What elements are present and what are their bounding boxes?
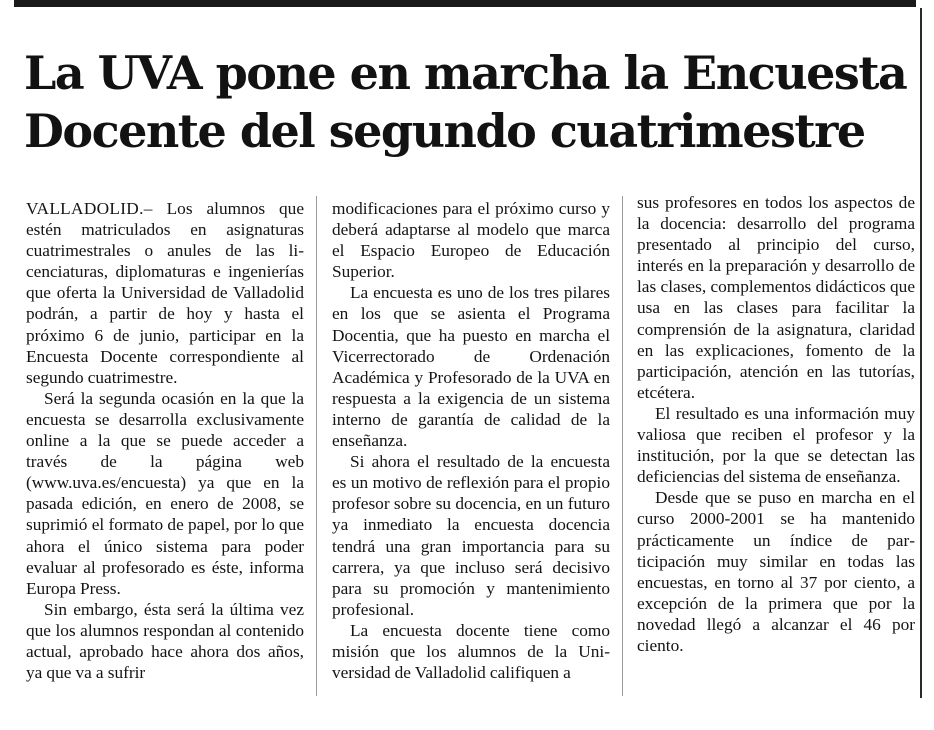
dateline: VALLADOLID.– (26, 199, 153, 218)
paragraph-text: Los alumnos que estén matriculados en asignaturas cuatrimestrales o anules de las licenciaturas, diplomaturas e ingenierías que oferta la Universidad de Valladolid podrán, a partir de hoy y hasta el próximo 6 de junio, participar en la Encuesta Docente correspondiente al segundo cuatrimestre. (26, 199, 304, 387)
column-divider-2 (622, 196, 623, 696)
article-column-3 (637, 192, 915, 656)
paragraph: Será la segunda ocasión en la que la encuesta se desarrolla exclusivamente online a la que se puede acceder a través de la página web (www.uva.es/encuesta) ya que en la pasada edición, en enero de 2008, se suprimió el formato de papel, por lo que ahora el único sistema para poder evaluar al profesorado es éste, informa Europa Press. (26, 388, 304, 598)
headline-line-1: La UVA pone en marcha la Encuesta (24, 46, 907, 100)
paragraph: El resultado es una información muy valiosa que reciben el profesor y la institución, por la que se detectan las deficiencias del sistema de enseñanza. (637, 403, 915, 487)
paragraph: La encuesta docente tiene como misión que los alumnos de la Universidad de Valladolid califiquen a (332, 620, 610, 683)
paragraph: Desde que se puso en marcha en el curso 2000-2001 se ha mantenido prácticamente un índice de participación muy similar en todas las encuestas, en torno al 37 por ciento, a excepción de la primera que por la novedad llegó a alcanzar el 46 por ciento. (637, 488, 915, 655)
headline-line-2: Docente del segundo cuatrimestre (24, 104, 865, 158)
right-edge-rule (920, 8, 922, 698)
paragraph: modificaciones para el próximo curso y deberá adaptarse al modelo que marca el Espacio Europeo de Educación Superior. (332, 199, 610, 282)
paragraph: La encuesta es uno de los tres pilares en los que se asienta el Programa Docentia, que ha puesto en marcha el Vicerrectorado de Ordenación Académica y Profesorado de la UVA en respuesta a la exigencia de un sistema interno de garantía de calidad de la enseñanza. (332, 283, 610, 451)
column-divider-1 (316, 196, 317, 696)
top-rule (14, 0, 916, 7)
paragraph: sus profesores en todos los aspectos de la docencia: desarrollo del programa presentado al principio del curso, interés en la preparación y desarrollo de las clases, complementos didácticos que usa en las clases para facilitar la comprensión de la asignatura, claridad en las explicaciones, fomento de la participación, atención en las tutorías, etcétera. (637, 193, 915, 402)
article-column-1 (26, 198, 304, 683)
paragraph: Sin embargo, ésta será la última vez que los alumnos respondan al contenido actual, aprobado hace ahora dos años, ya que va a sufrir (26, 599, 304, 683)
headline (24, 44, 914, 160)
article-column-2 (332, 198, 610, 683)
paragraph (26, 198, 304, 388)
paragraph: Si ahora el resultado de la encuesta es un motivo de reflexión para el propio profesor sobre su docencia, en un futuro ya inmediato la encuesta docencia tendrá una gran importancia para su carrera, ya que incluso será decisivo para su promoción y mantenimiento profesional. (332, 452, 610, 619)
